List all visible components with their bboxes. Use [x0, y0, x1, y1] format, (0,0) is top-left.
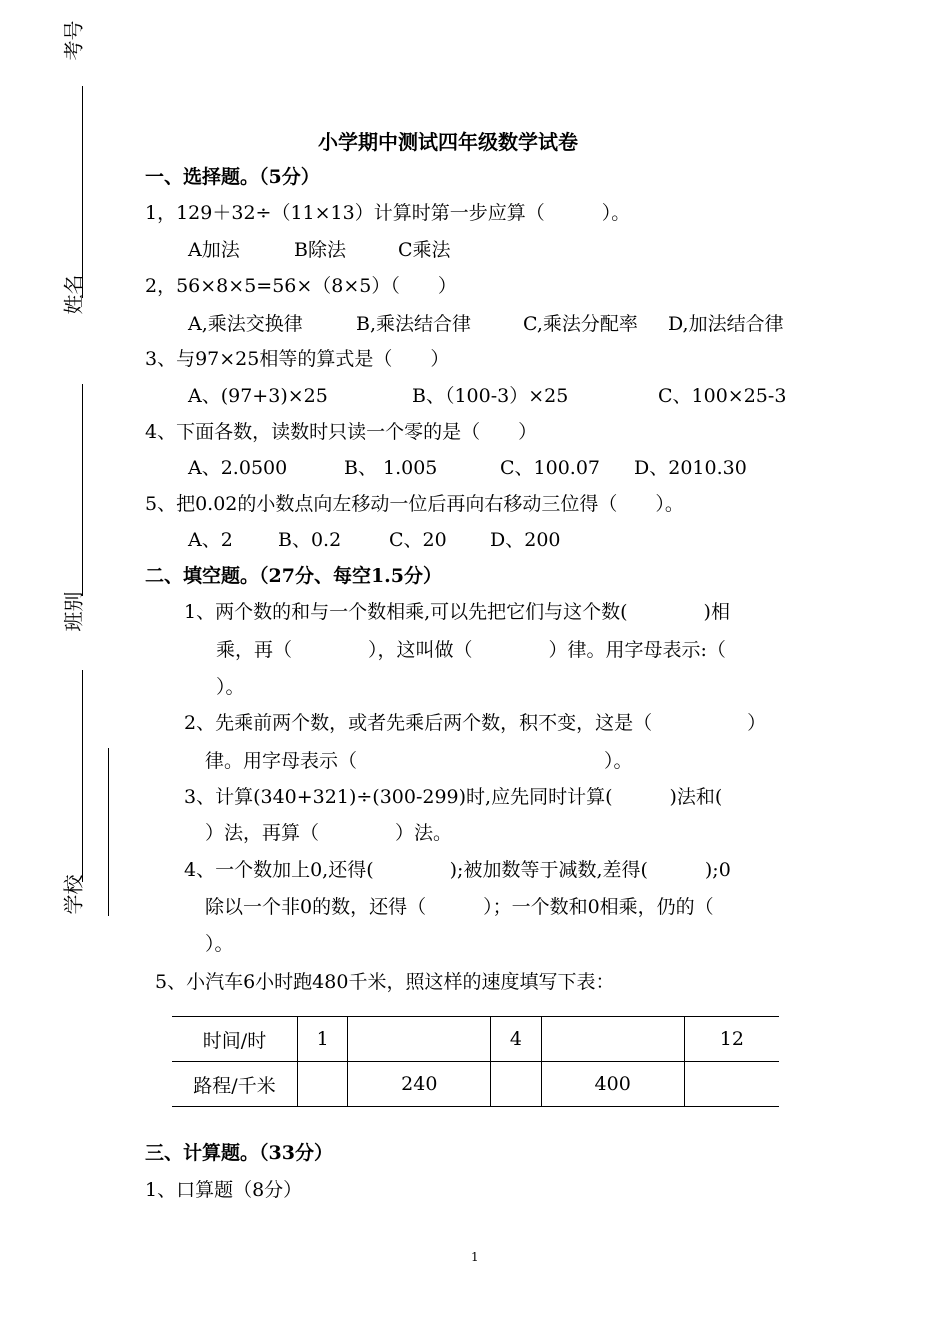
q4-option-b: B、 1.005: [344, 457, 438, 479]
q3-option-a: A、(97+3)×25: [188, 385, 328, 407]
q1-option-a: A加法: [188, 239, 240, 261]
fill-2-line-1: 2、先乘前两个数，或者先乘后两个数，积不变，这是（ ）: [184, 712, 767, 734]
q5-option-c: C、20: [389, 529, 447, 551]
table-row: [172, 1017, 779, 1062]
side-label-banbie: 班别: [61, 591, 86, 632]
fill-2-line-2: 律。用字母表示（ ）。: [205, 750, 633, 772]
section-2-heading: 二、填空题。（27分、每空1.5分）: [145, 565, 442, 587]
table-cell: 240: [348, 1062, 491, 1107]
q5-option-a: A、2: [188, 529, 233, 551]
calc-1: 1、口算题（8分）: [145, 1179, 303, 1201]
table-cell: [684, 1062, 779, 1107]
q2-option-c: C,乘法分配率: [523, 313, 638, 335]
table-cell: 400: [541, 1062, 684, 1107]
side-line-xuexiao: [108, 748, 109, 916]
side-label-xingming: 姓名: [61, 274, 86, 315]
fill-1-line-1: 1、两个数的和与一个数相乘,可以先把它们与这个数( )相: [184, 601, 730, 623]
table-cell: [541, 1017, 684, 1062]
q4-option-a: A、2.0500: [188, 457, 288, 479]
q5-option-d: D、200: [490, 529, 561, 551]
side-line-banbie: [82, 670, 83, 882]
table-cell: [348, 1017, 491, 1062]
table-cell: 12: [684, 1017, 779, 1062]
q1-option-b: B除法: [294, 239, 346, 261]
table-cell: 路程/千米: [172, 1062, 298, 1107]
q5-option-b: B、0.2: [278, 529, 342, 551]
fill-4-line-3: ）。: [205, 933, 234, 955]
side-label-kaohao: 考号: [61, 20, 86, 61]
page-number: 1: [471, 1250, 479, 1264]
q3-option-c: C、100×25-3: [658, 385, 787, 407]
table-row: [172, 1062, 779, 1107]
fill-5: 5、小汽车6小时跑480千米，照这样的速度填写下表：: [155, 971, 615, 993]
fill-3-line-1: 3、计算(340+321)÷(300-299)时,应先同时计算( )法和(: [184, 786, 723, 808]
page-title: 小学期中测试四年级数学试卷: [318, 130, 578, 154]
side-label-xuexiao: 学校: [61, 874, 86, 915]
question-3: 3、与97×25相等的算式是（ ）: [145, 348, 450, 370]
table-cell: 4: [491, 1017, 541, 1062]
question-1: 1，129＋32÷（11×13）计算时第一步应算（ ）。: [145, 202, 631, 224]
speed-table: [172, 1016, 779, 1107]
fill-1-line-3: ）。: [216, 676, 245, 698]
table-cell: 时间/时: [202, 1029, 267, 1052]
question-4: 4、下面各数，读数时只读一个零的是（ ）: [145, 421, 538, 443]
table-cell: [298, 1062, 348, 1107]
q4-option-c: C、100.07: [500, 457, 601, 479]
q2-option-d: D,加法结合律: [668, 313, 784, 335]
q2-option-b: B,乘法结合律: [356, 313, 472, 335]
table-cell: 1: [298, 1017, 348, 1062]
fill-4-line-1: 4、一个数加上0,还得( );被加数等于减数,差得( );0: [184, 859, 731, 881]
question-2: 2，56×8×5=56×（8×5）（ ）: [145, 275, 457, 297]
side-line-xingming: [82, 384, 83, 596]
fill-4-line-2: 除以一个非0的数，还得（ ）；一个数和0相乘，仍的（: [205, 896, 714, 918]
q3-option-b: B、（100-3）×25: [412, 385, 569, 407]
section-1-heading: 一、选择题。（5分）: [145, 166, 320, 188]
fill-1-line-2: 乘，再（ ），这叫做（ ）律。用字母表示:（: [216, 639, 726, 661]
q2-option-a: A,乘法交换律: [188, 313, 303, 335]
table-cell: [491, 1062, 541, 1107]
fill-3-line-2: ）法，再算（ ）法。: [205, 822, 453, 844]
q1-option-c: C乘法: [398, 239, 451, 261]
section-3-heading: 三、计算题。（33分）: [145, 1142, 333, 1164]
q4-option-d: D、2010.30: [634, 457, 747, 479]
question-5: 5、把0.02的小数点向左移动一位后再向右移动三位得（ ）。: [145, 493, 684, 515]
